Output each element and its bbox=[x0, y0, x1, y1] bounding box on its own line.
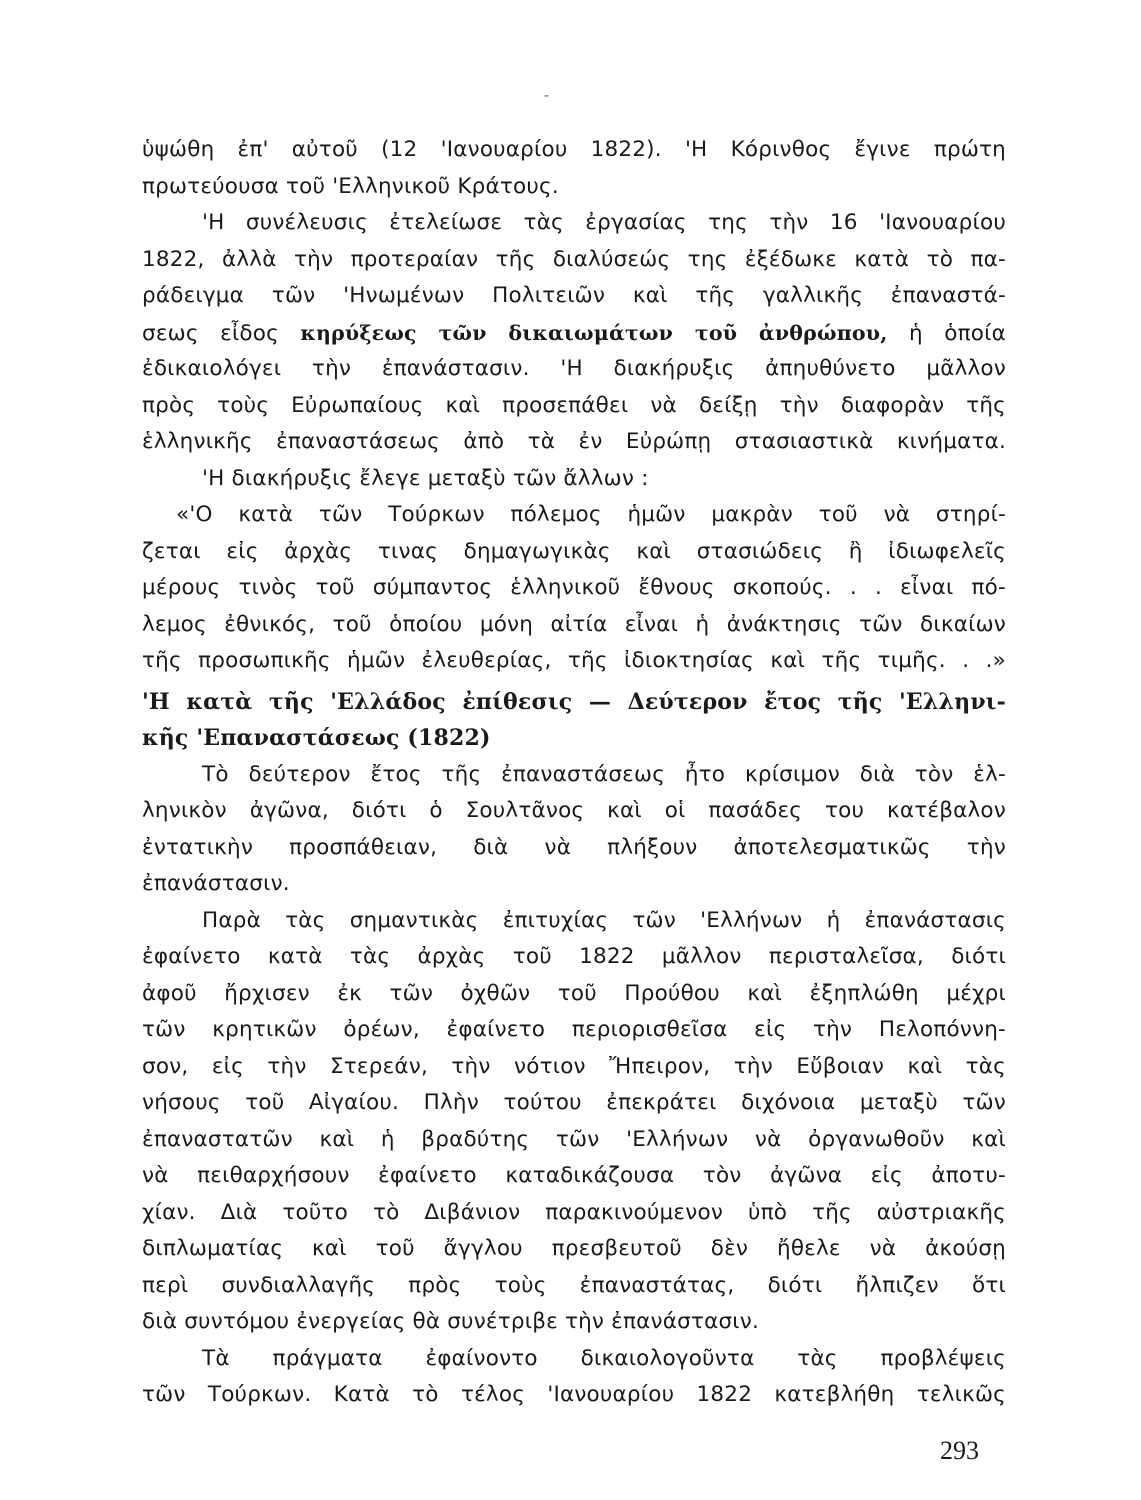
text-line: Τὰ πράγματα ἐφαίνοντο δικαιολογοῦντα τὰς προβλέψεις bbox=[202, 1345, 1006, 1371]
text-line: ἐφαίνετο κατὰ τὰς ἀρχὰς τοῦ 1822 μᾶλλον περισταλεῖσα, διότι bbox=[142, 944, 1006, 969]
text-line-with-emphasis bbox=[142, 315, 1006, 352]
quote-line: μέρους τινὸς τοῦ σύμπαντος ἑλληνικοῦ ἔθνους σκοπούς. . . εἶναι πό- bbox=[142, 575, 1006, 600]
text-line: ὑψώθη ἐπ' αὐτοῦ (12 'Ιανουαρίου 1822). 'Η Κόρινθος ἔγινε πρώτη bbox=[142, 137, 1006, 162]
text-line: ληνικὸν ἀγῶνα, διότι ὁ Σουλτᾶνος καὶ οἱ πασάδες του κατέβαλον bbox=[142, 798, 1006, 823]
text-line: χίαν. Διὰ τοῦτο τὸ Διβάνιον παρακινούμενον ὑπὸ τῆς αὐστριακῆς bbox=[142, 1199, 1006, 1225]
section-heading: κῆς 'Επαναστάσεως (1822) bbox=[142, 725, 491, 751]
top-mark: - bbox=[544, 88, 550, 104]
quote-line: ζεται εἰς ἀρχὰς τινας δημαγωγικὰς καὶ στασιώδεις ἢ ἰδιωφελεῖς bbox=[142, 538, 1006, 564]
quote-line: «'Ο κατὰ τῶν Τούρκων πόλεμος ἡμῶν μακρὰν τοῦ νὰ στηρί- bbox=[176, 502, 1006, 527]
text-line: περὶ συνδιαλλαγῆς πρὸς τοὺς ἐπαναστάτας, διότι ἤλπιζεν ὅτι bbox=[142, 1272, 1006, 1298]
emphasis-rights-of-man: κηρύξεως τῶν δικαιωμάτων τοῦ ἀνθρώπου, bbox=[300, 320, 888, 345]
text-line: 'Η διακήρυξις ἔλεγε μεταξὺ τῶν ἄλλων : bbox=[202, 465, 649, 491]
text-line: ἐδικαιολόγει τὴν ἐπανάστασιν. 'Η διακήρυξις ἀπηυθύνετο μᾶλλον bbox=[142, 356, 1006, 381]
text-line: διπλωματίας καὶ τοῦ ἄγγλου πρεσβευτοῦ δὲν ἤθελε νὰ ἀκούσῃ bbox=[142, 1236, 1006, 1261]
text-line: τῶν κρητικῶν ὀρέων, ἐφαίνετο περιορισθεῖσα εἰς τὴν Πελοπόννη- bbox=[142, 1017, 1006, 1042]
section-heading: 'Η κατὰ τῆς 'Ελλάδος ἐπίθεσις — Δεύτερον ἔτος τῆς 'Ελληνι- bbox=[142, 688, 1006, 715]
text-line: ἐπαναστατῶν καὶ ἡ βραδύτης τῶν 'Ελλήνων νὰ ὀργανωθοῦν καὶ bbox=[142, 1126, 1006, 1152]
text-line: πρὸς τοὺς Εὐρωπαίους καὶ προσεπάθει νὰ δείξῃ τὴν διαφορὰν τῆς bbox=[142, 392, 1006, 418]
text-line: ἐντατικὴν προσπάθειαν, διὰ νὰ πλήξουν ἀποτελεσματικῶς τὴν bbox=[142, 834, 1006, 860]
body-text bbox=[142, 132, 1006, 1414]
text-line: ράδειγμα τῶν 'Ηνωμένων Πολιτειῶν καὶ τῆς γαλλικῆς ἐπαναστά- bbox=[142, 283, 1006, 308]
text-line: νήσους τοῦ Αἰγαίου. Πλὴν τούτου ἐπεκράτει διχόνοια μεταξὺ τῶν bbox=[142, 1090, 1006, 1115]
text-line: 1822, ἀλλὰ τὴν προτεραίαν τῆς διαλύσεώς της ἐξέδωκε κατὰ τὸ πα- bbox=[142, 246, 1006, 272]
text-line: 'Η συνέλευσις ἐτελείωσε τὰς ἐργασίας της τὴν 16 'Ιανουαρίου bbox=[202, 210, 1006, 235]
text-line: διὰ συντόμου ἐνεργείας θὰ συνέτριβε τὴν ἐπανάστασιν. bbox=[142, 1309, 759, 1334]
text-line: σον, εἰς τὴν Στερεάν, τὴν νότιον Ἤπειρον, τὴν Εὔβοιαν καὶ τὰς bbox=[142, 1053, 1006, 1079]
text-line: νὰ πειθαρχήσουν ἐφαίνετο καταδικάζουσα τὸν ἀγῶνα εἰς ἀποτυ- bbox=[142, 1163, 1006, 1188]
quote-line: λεμος ἐθνικός, τοῦ ὁποίου μόνη αἰτία εἶναι ἡ ἀνάκτησις τῶν δικαίων bbox=[142, 611, 1006, 637]
text-line: ἐπανάστασιν. bbox=[142, 871, 290, 896]
text-line: Παρὰ τὰς σημαντικὰς ἐπιτυχίας τῶν 'Ελλήνων ἡ ἐπανάστασις bbox=[202, 907, 1006, 933]
text-fragment: ἡ ὁποία bbox=[887, 320, 1006, 346]
text-line: ἀφοῦ ἤρχισεν ἐκ τῶν ὀχθῶν τοῦ Προύθου καὶ ἐξηπλώθη μέχρι bbox=[142, 980, 1006, 1006]
page-number: 293 bbox=[940, 1436, 979, 1465]
text-line: Τὸ δεύτερον ἔτος τῆς ἐπαναστάσεως ἦτο κρίσιμον διὰ τὸν ἑλ- bbox=[202, 761, 1006, 787]
quote-line: τῆς προσωπικῆς ἡμῶν ἐλευθερίας, τῆς ἰδιοκτησίας καὶ τῆς τιμῆς. . .» bbox=[142, 648, 1006, 673]
text-line: τῶν Τούρκων. Κατὰ τὸ τέλος 'Ιανουαρίου 1822 κατεβλήθη τελικῶς bbox=[142, 1382, 1006, 1407]
text-fragment: σεως εἶδος bbox=[142, 320, 301, 346]
text-line: πρωτεύουσα τοῦ 'Ελληνικοῦ Κράτους. bbox=[142, 173, 559, 199]
text-line: ἑλληνικῆς ἐπαναστάσεως ἀπὸ τὰ ἐν Εὐρώπῃ στασιαστικὰ κινήματα. bbox=[142, 429, 1006, 454]
